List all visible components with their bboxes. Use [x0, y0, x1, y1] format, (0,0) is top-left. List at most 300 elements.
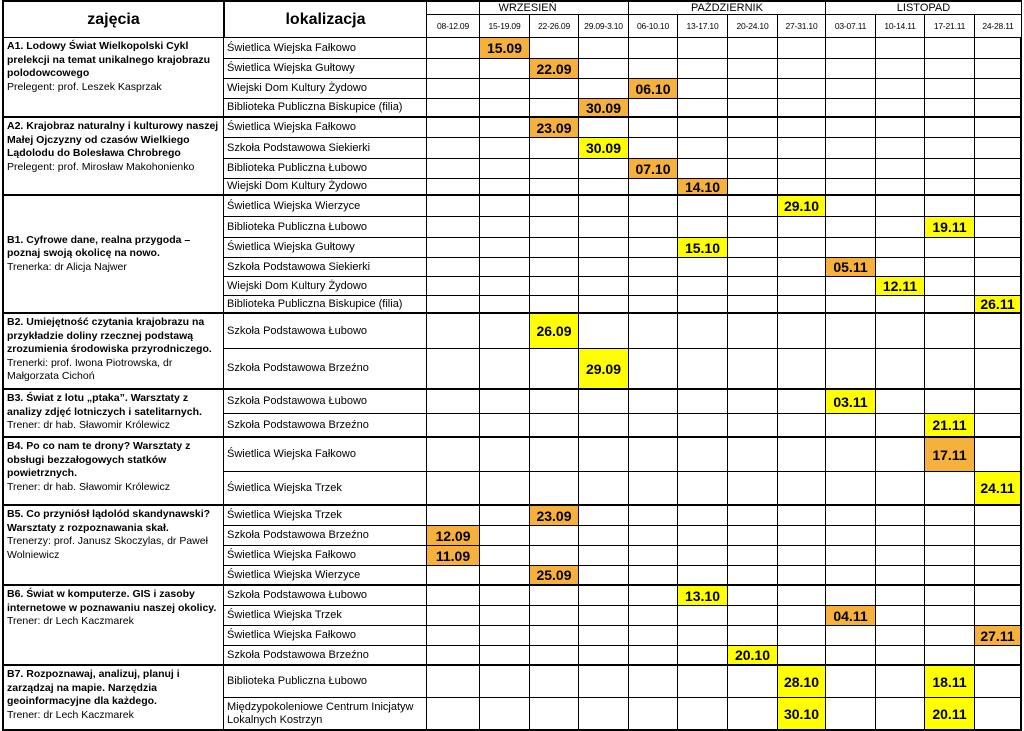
grid-cell — [480, 159, 530, 179]
grid-cell — [826, 277, 876, 296]
grid-cell — [876, 390, 925, 414]
grid-cell — [579, 390, 629, 414]
grid-cell — [876, 118, 925, 138]
grid-cell — [826, 238, 876, 258]
grid-cell — [778, 79, 826, 99]
grid-cell — [427, 99, 480, 118]
grid-cell — [925, 646, 975, 666]
grid-cell — [629, 258, 678, 277]
grid-cell — [975, 118, 1022, 138]
grid-cell — [629, 438, 678, 472]
grid-cell — [975, 546, 1022, 566]
grid-cell — [427, 390, 480, 414]
activity-title: A2. Krajobraz naturalny i kulturowy naszej Małej Ojczyzny od czasów Wielkiego Lądolodu do Bolesława Chrobrego — [7, 120, 219, 160]
grid-cell — [629, 138, 678, 159]
grid-cell — [876, 566, 925, 586]
grid-cell — [579, 506, 629, 526]
grid-cell — [629, 646, 678, 666]
week-8: 03-07.11 — [826, 14, 876, 38]
grid-cell — [579, 118, 629, 138]
grid-cell — [975, 179, 1022, 196]
grid-cell — [427, 258, 480, 277]
grid-cell — [427, 59, 480, 79]
activity-trainer: Trener: dr Lech Kaczmarek — [7, 615, 134, 628]
grid-cell — [728, 626, 778, 646]
grid-cell — [728, 217, 778, 238]
grid-cell — [778, 159, 826, 179]
grid-cell — [427, 606, 480, 626]
grid-cell — [728, 238, 778, 258]
date-cell: 04.11 — [826, 606, 876, 626]
grid-cell — [629, 390, 678, 414]
grid-cell — [629, 179, 678, 196]
location-cell: Wiejski Dom Kultury Żydowo — [224, 79, 427, 99]
grid-cell — [778, 296, 826, 314]
date-cell: 27.11 — [975, 626, 1022, 646]
date-cell: 29.10 — [778, 196, 826, 217]
grid-cell — [728, 159, 778, 179]
grid-cell — [826, 438, 876, 472]
week-1: 15-19.09 — [480, 14, 530, 38]
grid-cell — [826, 179, 876, 196]
grid-cell — [778, 646, 826, 666]
grid-cell — [629, 314, 678, 349]
grid-cell — [826, 159, 876, 179]
grid-cell — [678, 38, 728, 59]
grid-cell — [678, 99, 728, 118]
grid-cell — [480, 646, 530, 666]
grid-cell — [629, 59, 678, 79]
month-0: WRZESIEŃ — [427, 0, 629, 14]
grid-cell — [876, 666, 925, 698]
location-cell: Świetlica Wiejska Fałkowo — [224, 546, 427, 566]
activity-title: B3. Świat z lotu „ptaka”. Warsztaty z analizy zdjęć lotniczych i satelitarnych. — [7, 392, 202, 418]
grid-cell — [480, 258, 530, 277]
grid-cell — [728, 179, 778, 196]
grid-cell — [975, 506, 1022, 526]
grid-cell — [876, 217, 925, 238]
grid-cell — [876, 238, 925, 258]
date-cell: 23.09 — [530, 118, 579, 138]
grid-cell — [728, 586, 778, 606]
grid-cell — [530, 159, 579, 179]
grid-cell — [925, 566, 975, 586]
grid-cell — [480, 118, 530, 138]
grid-cell — [480, 314, 530, 349]
grid-cell — [629, 296, 678, 314]
grid-cell — [728, 566, 778, 586]
grid-cell — [480, 626, 530, 646]
grid-cell — [826, 506, 876, 526]
grid-cell — [427, 314, 480, 349]
grid-cell — [975, 99, 1022, 118]
grid-cell — [728, 526, 778, 546]
grid-cell — [629, 118, 678, 138]
grid-cell — [778, 472, 826, 506]
location-cell: Świetlica Wiejska Gułtowy — [224, 238, 427, 258]
date-cell: 26.09 — [530, 314, 579, 349]
grid-cell — [678, 277, 728, 296]
grid-cell — [629, 626, 678, 646]
grid-cell — [427, 296, 480, 314]
grid-cell — [480, 349, 530, 390]
grid-cell — [925, 59, 975, 79]
grid-cell — [728, 546, 778, 566]
grid-cell — [530, 349, 579, 390]
grid-cell — [579, 472, 629, 506]
grid-cell — [876, 586, 925, 606]
grid-cell — [925, 296, 975, 314]
date-cell: 19.11 — [925, 217, 975, 238]
grid-cell — [826, 217, 876, 238]
date-cell: 14.10 — [678, 179, 728, 196]
grid-cell — [480, 566, 530, 586]
grid-cell — [728, 118, 778, 138]
grid-cell — [925, 118, 975, 138]
grid-cell — [480, 390, 530, 414]
grid-cell — [678, 296, 728, 314]
activity-title: B7. Rozpoznawaj, analizuj, planuj i zarządzaj na mapie. Narzędzia geoinformacyjne dla każdego. — [7, 668, 180, 708]
grid-cell — [778, 546, 826, 566]
header-activity: zajęcia — [2, 0, 224, 38]
grid-cell — [728, 99, 778, 118]
activity-6 — [2, 506, 224, 586]
grid-cell — [778, 390, 826, 414]
grid-cell — [778, 258, 826, 277]
grid-cell — [975, 217, 1022, 238]
location-cell: Szkoła Podstawowa Brzeźno — [224, 646, 427, 666]
grid-cell — [427, 349, 480, 390]
grid-cell — [975, 79, 1022, 99]
grid-cell — [728, 390, 778, 414]
grid-cell — [778, 238, 826, 258]
grid-cell — [480, 99, 530, 118]
grid-cell — [579, 546, 629, 566]
grid-cell — [427, 414, 480, 438]
date-cell: 15.09 — [480, 38, 530, 59]
grid-cell — [826, 118, 876, 138]
location-cell: Szkoła Podstawowa Brzeźno — [224, 526, 427, 546]
grid-cell — [427, 666, 480, 698]
grid-cell — [579, 626, 629, 646]
week-10: 17-21.11 — [925, 14, 975, 38]
grid-cell — [480, 277, 530, 296]
grid-cell — [728, 79, 778, 99]
grid-cell — [826, 626, 876, 646]
grid-cell — [579, 179, 629, 196]
grid-cell — [778, 38, 826, 59]
grid-cell — [427, 586, 480, 606]
grid-cell — [480, 179, 530, 196]
grid-cell — [579, 698, 629, 731]
grid-cell — [826, 698, 876, 731]
grid-cell — [728, 438, 778, 472]
grid-cell — [480, 698, 530, 731]
location-cell: Szkoła Podstawowa Brzeźno — [224, 414, 427, 438]
grid-cell — [975, 698, 1022, 731]
grid-cell — [579, 258, 629, 277]
grid-cell — [427, 138, 480, 159]
grid-cell — [876, 196, 925, 217]
grid-cell — [975, 349, 1022, 390]
date-cell: 29.09 — [579, 349, 629, 390]
grid-cell — [778, 118, 826, 138]
grid-cell — [826, 646, 876, 666]
grid-cell — [728, 349, 778, 390]
grid-cell — [579, 238, 629, 258]
activity-7 — [2, 586, 224, 666]
grid-cell — [778, 138, 826, 159]
grid-cell — [778, 277, 826, 296]
date-cell: 23.09 — [530, 506, 579, 526]
grid-cell — [975, 314, 1022, 349]
date-cell: 15.10 — [678, 238, 728, 258]
grid-cell — [925, 238, 975, 258]
grid-cell — [876, 646, 925, 666]
date-cell: 26.11 — [975, 296, 1022, 314]
grid-cell — [480, 238, 530, 258]
grid-cell — [826, 296, 876, 314]
grid-cell — [480, 546, 530, 566]
grid-cell — [530, 698, 579, 731]
grid-cell — [629, 414, 678, 438]
grid-cell — [925, 506, 975, 526]
grid-cell — [530, 526, 579, 546]
grid-cell — [778, 626, 826, 646]
grid-cell — [778, 349, 826, 390]
grid-cell — [530, 414, 579, 438]
activity-title: A1. Lodowy Świat Wielkopolski Cykl prelekcji na temat unikalnego krajobrazu polodowcowego — [7, 40, 211, 80]
grid-cell — [826, 526, 876, 546]
grid-cell — [826, 38, 876, 59]
grid-cell — [480, 666, 530, 698]
grid-cell — [629, 217, 678, 238]
week-3: 29.09-3.10 — [579, 14, 629, 38]
grid-cell — [629, 546, 678, 566]
grid-cell — [778, 506, 826, 526]
grid-cell — [530, 626, 579, 646]
grid-cell — [728, 296, 778, 314]
grid-cell — [728, 606, 778, 626]
grid-cell — [975, 606, 1022, 626]
activity-trainer: Prelegent: prof. Leszek Kasprzak — [7, 80, 162, 93]
grid-cell — [530, 472, 579, 506]
grid-cell — [530, 179, 579, 196]
grid-cell — [579, 566, 629, 586]
grid-cell — [728, 472, 778, 506]
grid-cell — [579, 159, 629, 179]
activity-trainer: Trener: dr Lech Kaczmarek — [7, 708, 134, 721]
grid-cell — [427, 179, 480, 196]
grid-cell — [728, 138, 778, 159]
grid-cell — [629, 526, 678, 546]
grid-cell — [530, 277, 579, 296]
week-11: 24-28.11 — [975, 14, 1022, 38]
grid-cell — [530, 546, 579, 566]
week-5: 13-17.10 — [678, 14, 728, 38]
location-cell: Szkoła Podstawowa Łubowo — [224, 390, 427, 414]
activity-4 — [2, 390, 224, 438]
grid-cell — [678, 159, 728, 179]
grid-cell — [975, 138, 1022, 159]
grid-cell — [629, 277, 678, 296]
grid-cell — [925, 277, 975, 296]
date-cell: 03.11 — [826, 390, 876, 414]
grid-cell — [728, 414, 778, 438]
grid-cell — [579, 414, 629, 438]
grid-cell — [678, 196, 728, 217]
activity-2 — [2, 196, 224, 314]
grid-cell — [427, 159, 480, 179]
grid-cell — [678, 566, 728, 586]
grid-cell — [427, 38, 480, 59]
grid-cell — [925, 179, 975, 196]
grid-cell — [530, 606, 579, 626]
grid-cell — [678, 118, 728, 138]
grid-cell — [678, 79, 728, 99]
grid-cell — [480, 196, 530, 217]
grid-cell — [728, 277, 778, 296]
location-cell: Świetlica Wiejska Fałkowo — [224, 118, 427, 138]
date-cell: 06.10 — [629, 79, 678, 99]
location-cell: Biblioteka Publiczna Łubowo — [224, 159, 427, 179]
grid-cell — [530, 217, 579, 238]
grid-cell — [925, 38, 975, 59]
grid-cell — [778, 99, 826, 118]
grid-cell — [876, 546, 925, 566]
grid-cell — [678, 258, 728, 277]
grid-cell — [975, 277, 1022, 296]
grid-cell — [530, 296, 579, 314]
grid-cell — [728, 38, 778, 59]
grid-cell — [728, 196, 778, 217]
grid-cell — [925, 390, 975, 414]
grid-cell — [925, 196, 975, 217]
week-7: 27-31.10 — [778, 14, 826, 38]
grid-cell — [579, 666, 629, 698]
grid-cell — [427, 506, 480, 526]
grid-cell — [678, 217, 728, 238]
grid-cell — [579, 606, 629, 626]
grid-cell — [579, 38, 629, 59]
grid-cell — [876, 59, 925, 79]
grid-cell — [629, 349, 678, 390]
grid-cell — [427, 646, 480, 666]
grid-cell — [678, 438, 728, 472]
grid-cell — [728, 258, 778, 277]
activity-5 — [2, 438, 224, 506]
date-cell: 22.09 — [530, 59, 579, 79]
grid-cell — [778, 438, 826, 472]
location-cell: Biblioteka Publiczna Biskupice (filia) — [224, 296, 427, 314]
date-cell: 30.10 — [778, 698, 826, 731]
grid-cell — [925, 606, 975, 626]
date-cell: 12.09 — [427, 526, 480, 546]
grid-cell — [975, 646, 1022, 666]
week-6: 20-24.10 — [728, 14, 778, 38]
grid-cell — [530, 99, 579, 118]
grid-cell — [975, 438, 1022, 472]
date-cell: 13.10 — [678, 586, 728, 606]
grid-cell — [778, 179, 826, 196]
grid-cell — [629, 99, 678, 118]
grid-cell — [579, 277, 629, 296]
grid-cell — [876, 79, 925, 99]
grid-cell — [876, 349, 925, 390]
activity-trainer: Trener: dr hab. Sławomir Królewicz — [7, 480, 170, 493]
grid-cell — [530, 390, 579, 414]
grid-cell — [925, 526, 975, 546]
grid-cell — [427, 238, 480, 258]
grid-cell — [975, 666, 1022, 698]
grid-cell — [925, 79, 975, 99]
location-cell: Międzypokoleniowe Centrum Inicjatyw Lokalnych Kostrzyn — [224, 698, 427, 731]
date-cell: 20.11 — [925, 698, 975, 731]
grid-cell — [975, 586, 1022, 606]
grid-cell — [975, 159, 1022, 179]
activity-trainer: Trenerka: dr Alicja Najwer — [7, 260, 127, 273]
grid-cell — [427, 698, 480, 731]
grid-cell — [826, 586, 876, 606]
location-cell: Biblioteka Publiczna Łubowo — [224, 666, 427, 698]
grid-cell — [427, 438, 480, 472]
grid-cell — [925, 138, 975, 159]
grid-cell — [480, 414, 530, 438]
grid-cell — [876, 438, 925, 472]
grid-cell — [876, 99, 925, 118]
date-cell: 21.11 — [925, 414, 975, 438]
grid-cell — [427, 118, 480, 138]
grid-cell — [778, 414, 826, 438]
location-cell: Szkoła Podstawowa Łubowo — [224, 586, 427, 606]
grid-cell — [975, 414, 1022, 438]
grid-cell — [530, 666, 579, 698]
location-cell: Wiejski Dom Kultury Żydowo — [224, 179, 427, 196]
grid-cell — [579, 196, 629, 217]
grid-cell — [975, 38, 1022, 59]
grid-cell — [427, 626, 480, 646]
grid-cell — [778, 314, 826, 349]
activity-1 — [2, 118, 224, 196]
grid-cell — [826, 138, 876, 159]
grid-cell — [629, 38, 678, 59]
activity-title: B4. Po co nam te drony? Warsztaty z obsługi bezzałogowych statków powietrznych. — [7, 440, 191, 480]
date-cell: 28.10 — [778, 666, 826, 698]
grid-cell — [876, 506, 925, 526]
grid-cell — [530, 79, 579, 99]
grid-cell — [427, 472, 480, 506]
grid-cell — [480, 79, 530, 99]
grid-cell — [678, 526, 728, 546]
grid-cell — [579, 217, 629, 238]
grid-cell — [826, 59, 876, 79]
grid-cell — [678, 349, 728, 390]
date-cell: 25.09 — [530, 566, 579, 586]
grid-cell — [678, 646, 728, 666]
month-blank — [427, 0, 480, 14]
grid-cell — [975, 390, 1022, 414]
grid-cell — [629, 566, 678, 586]
grid-cell — [876, 138, 925, 159]
grid-cell — [678, 626, 728, 646]
grid-cell — [876, 258, 925, 277]
activity-title: B2. Umiejętność czytania krajobrazu na przykładzie doliny rzecznej podstawą zrozumienia środowiska przyrodniczego. — [7, 316, 212, 356]
activity-trainer: Trenerzy: prof. Janusz Skoczylas, dr Paweł Wolniewicz — [7, 535, 208, 561]
activity-title: B6. Świat w komputerze. GIS i zasoby internetowe w poznawaniu naszej okolicy. — [7, 588, 217, 614]
grid-cell — [480, 506, 530, 526]
week-4: 06-10.10 — [629, 14, 678, 38]
grid-cell — [629, 472, 678, 506]
